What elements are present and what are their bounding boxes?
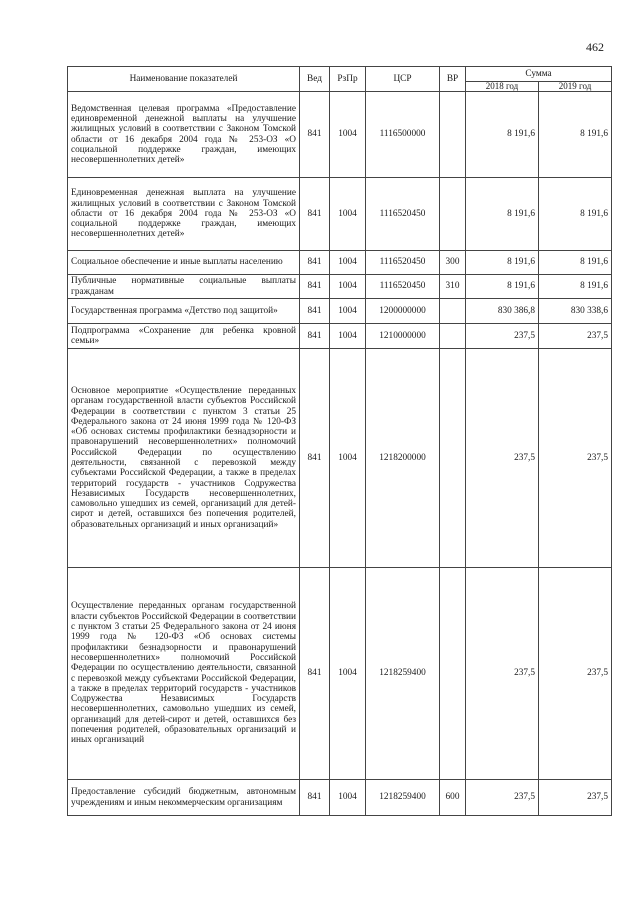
row-ved: 841 (300, 92, 330, 178)
row-csr: 1116520450 (366, 178, 440, 251)
row-vr (440, 299, 466, 324)
header-csr: ЦСР (366, 67, 440, 92)
row-2019: 8 191,6 (539, 92, 612, 178)
page-number: 462 (586, 40, 604, 54)
table-row (68, 251, 612, 275)
table-row (68, 324, 612, 349)
row-2019: 8 191,6 (539, 251, 612, 275)
row-ved: 841 (300, 568, 330, 780)
row-rzpr: 1004 (330, 178, 366, 251)
row-2019: 237,5 (539, 349, 612, 568)
table-row (68, 349, 612, 568)
table-row (68, 299, 612, 324)
table-row (68, 178, 612, 251)
row-2019: 8 191,6 (539, 275, 612, 299)
header-vr: ВР (440, 67, 466, 92)
header-2018: 2018 год (466, 82, 539, 92)
row-name: Подпрограмма «Сохранение для ребенка кровной семьи» (68, 324, 300, 349)
row-ved: 841 (300, 178, 330, 251)
row-vr: 600 (440, 780, 466, 816)
row-rzpr: 1004 (330, 275, 366, 299)
row-vr (440, 349, 466, 568)
row-2019: 237,5 (539, 324, 612, 349)
row-2019: 8 191,6 (539, 178, 612, 251)
row-ved: 841 (300, 780, 330, 816)
row-ved: 841 (300, 275, 330, 299)
row-csr: 1116500000 (366, 92, 440, 178)
table-row (68, 568, 612, 780)
row-2018: 237,5 (466, 780, 539, 816)
row-rzpr: 1004 (330, 568, 366, 780)
row-csr: 1218259400 (366, 780, 440, 816)
row-ved: 841 (300, 299, 330, 324)
row-rzpr: 1004 (330, 349, 366, 568)
table-row (68, 780, 612, 816)
row-rzpr: 1004 (330, 780, 366, 816)
row-vr (440, 178, 466, 251)
row-ved: 841 (300, 349, 330, 568)
row-rzpr: 1004 (330, 299, 366, 324)
row-2019: 237,5 (539, 780, 612, 816)
table-body (68, 92, 612, 816)
row-2019: 237,5 (539, 568, 612, 780)
row-name: Основное мероприятие «Осуществление переданных органам государственной власти субъектов Российской Федерации в соответствии с пунктом 3 статьи 25 Федерального закона от 24 июня 1999 года № 120-ФЗ «Об основах системы профилактики безнадзорности и правонарушений несовершеннолетних» полномочий Российской Федерации по осуществлению деятельности, связанной с перевозкой между субъектами Российской Федерации, а также в пределах территорий государств - участников Содружества Независимых Государств несовершеннолетних, самовольно ушедших из семей, организаций для детей-сирот и детей, оставшихся без попечения родителей, образовательных организаций и иных организаций» (68, 349, 300, 568)
row-name: Государственная программа «Детство под защитой» (68, 299, 300, 324)
row-vr: 310 (440, 275, 466, 299)
header-row (68, 67, 612, 82)
row-2018: 8 191,6 (466, 275, 539, 299)
table-row (68, 275, 612, 299)
row-ved: 841 (300, 251, 330, 275)
row-name: Социальное обеспечение и иные выплаты населению (68, 251, 300, 275)
row-2018: 237,5 (466, 349, 539, 568)
row-2019: 830 338,6 (539, 299, 612, 324)
header-2019: 2019 год (539, 82, 612, 92)
row-csr: 1210000000 (366, 324, 440, 349)
row-name: Публичные нормативные социальные выплаты гражданам (68, 275, 300, 299)
row-2018: 830 386,8 (466, 299, 539, 324)
row-csr: 1218200000 (366, 349, 440, 568)
budget-table (67, 66, 612, 816)
header-ved: Вед (300, 67, 330, 92)
row-ved: 841 (300, 324, 330, 349)
table-row (68, 92, 612, 178)
row-2018: 237,5 (466, 324, 539, 349)
row-name: Ведомственная целевая программа «Предоставление единовременной денежной выплаты на улучшение жилищных условий в соответствии с Законом Томской области от 16 декабря 2004 года № 253-ОЗ «О социальной поддержке граждан, имеющих несовершеннолетних детей» (68, 92, 300, 178)
row-vr (440, 568, 466, 780)
row-rzpr: 1004 (330, 92, 366, 178)
header-name: Наименование показателей (68, 67, 300, 92)
row-2018: 8 191,6 (466, 251, 539, 275)
row-vr (440, 324, 466, 349)
row-name: Единовременная денежная выплата на улучшение жилищных условий в соответствии с Законом Томской области от 16 декабря 2004 года № 253-ОЗ «О социальной поддержке граждан, имеющих несовершеннолетних детей» (68, 178, 300, 251)
row-csr: 1200000000 (366, 299, 440, 324)
row-2018: 237,5 (466, 568, 539, 780)
row-csr: 1116520450 (366, 251, 440, 275)
row-vr: 300 (440, 251, 466, 275)
row-rzpr: 1004 (330, 251, 366, 275)
row-name: Осуществление переданных органам государственной власти субъектов Российской Федерации в соответствии с пунктом 3 статьи 25 Федерального закона от 24 июня 1999 года № 120-ФЗ «Об основах системы профилактики безнадзорности и правонарушений несовершеннолетних» полномочий Российской Федерации по осуществлению деятельности, связанной с перевозкой между субъектами Российской Федерации, а также в пределах территорий государств - участников Содружества Независимых Государств несовершеннолетних, самовольно ушедших из семей, организаций для детей-сирот и детей, оставшихся без попечения родителей, образовательных организаций и иных организаций (68, 568, 300, 780)
header-sum: Сумма (466, 67, 612, 82)
row-2018: 8 191,6 (466, 178, 539, 251)
header-rzpr: РзПр (330, 67, 366, 92)
row-csr: 1218259400 (366, 568, 440, 780)
row-vr (440, 92, 466, 178)
row-rzpr: 1004 (330, 324, 366, 349)
row-2018: 8 191,6 (466, 92, 539, 178)
row-csr: 1116520450 (366, 275, 440, 299)
row-name: Предоставление субсидий бюджетным, автономным учреждениям и иным некоммерческим организациям (68, 780, 300, 816)
